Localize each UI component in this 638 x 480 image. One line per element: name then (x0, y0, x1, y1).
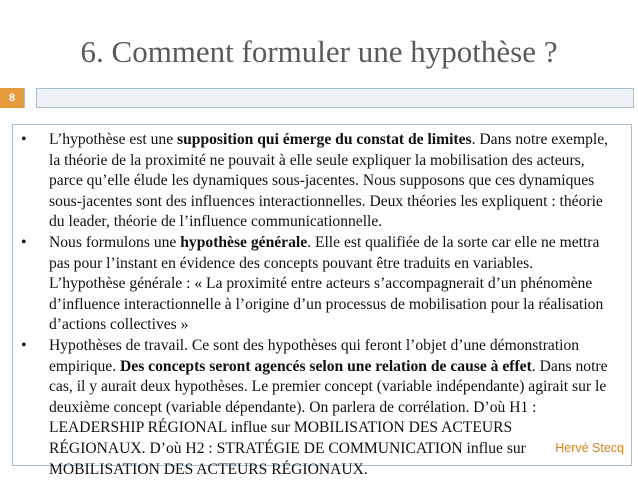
page-number-badge: 8 (0, 88, 24, 108)
author-credit: Hervé Stecq (555, 441, 624, 455)
bullet-text-bold: hypothèse générale (180, 233, 308, 251)
slide-title: 6. Comment formuler une hypothèse ? (80, 34, 558, 69)
bullet-item (12, 233, 612, 336)
vertical-divider (24, 88, 25, 108)
header-band (36, 88, 634, 108)
bullet-list (12, 130, 612, 480)
bullet-text-post: . Dans notre exemple, la théorie de la proximité ne pouvait à elle seule expliquer la mobilisation des acteurs, parce qu’elle élude les dynamiques sous-jacentes. Nous supposons que ces dynamiques sous-jacentes sont des influences interactionnelles. Deux théories les expliquent : théorie du leader, théorie de l’influence communicationnelle. (49, 131, 609, 231)
bullet-text-post: . Dans notre cas, il y aurait deux hypothèses. Le premier concept (variable indépendante) agirait sur le deuxième concept (variable dépendante). On parlera de corrélation. D’où H1 : LEADERSHIP RÉGIONAL influe sur MOBILISATION DES ACTEURS RÉGIONAUX. D’où H2 : STRATÉGIE DE COMMUNICATION influe sur MOBILISATION DES ACTEURS RÉGIONAUX. (49, 357, 608, 478)
bullet-text-pre: Nous formulons une (49, 233, 181, 251)
bullet-dot-icon: • (21, 336, 27, 354)
bullet-text-pre: L’hypothèse est une (49, 131, 178, 148)
bullet-item (12, 336, 612, 480)
bullet-text-pre: Hypothèses de travail. Ce sont des hypothèses qui feront l’objet d’une démonstration empirique. (49, 336, 580, 375)
bullet-text-bold: Des concepts seront agencés selon une relation de cause à effet (120, 357, 532, 375)
bullet-dot-icon: • (21, 233, 27, 251)
bullet-text-post: . Elle est qualifiée de la sorte car elle ne mettra pas pour l’instant en évidence des concepts pouvant être traduits en variables. L’hypothèse générale : « La proximité entre acteurs s’accompagnerait d’un phénomène d’influence interactionnelle à l’origine d’un processus de mobilisation pour la réalisation d’actions collectives » (49, 233, 604, 334)
bullet-item (12, 130, 612, 233)
bullet-text-bold: supposition qui émerge du constat de limites (177, 131, 472, 148)
bullet-dot-icon: • (21, 131, 27, 148)
